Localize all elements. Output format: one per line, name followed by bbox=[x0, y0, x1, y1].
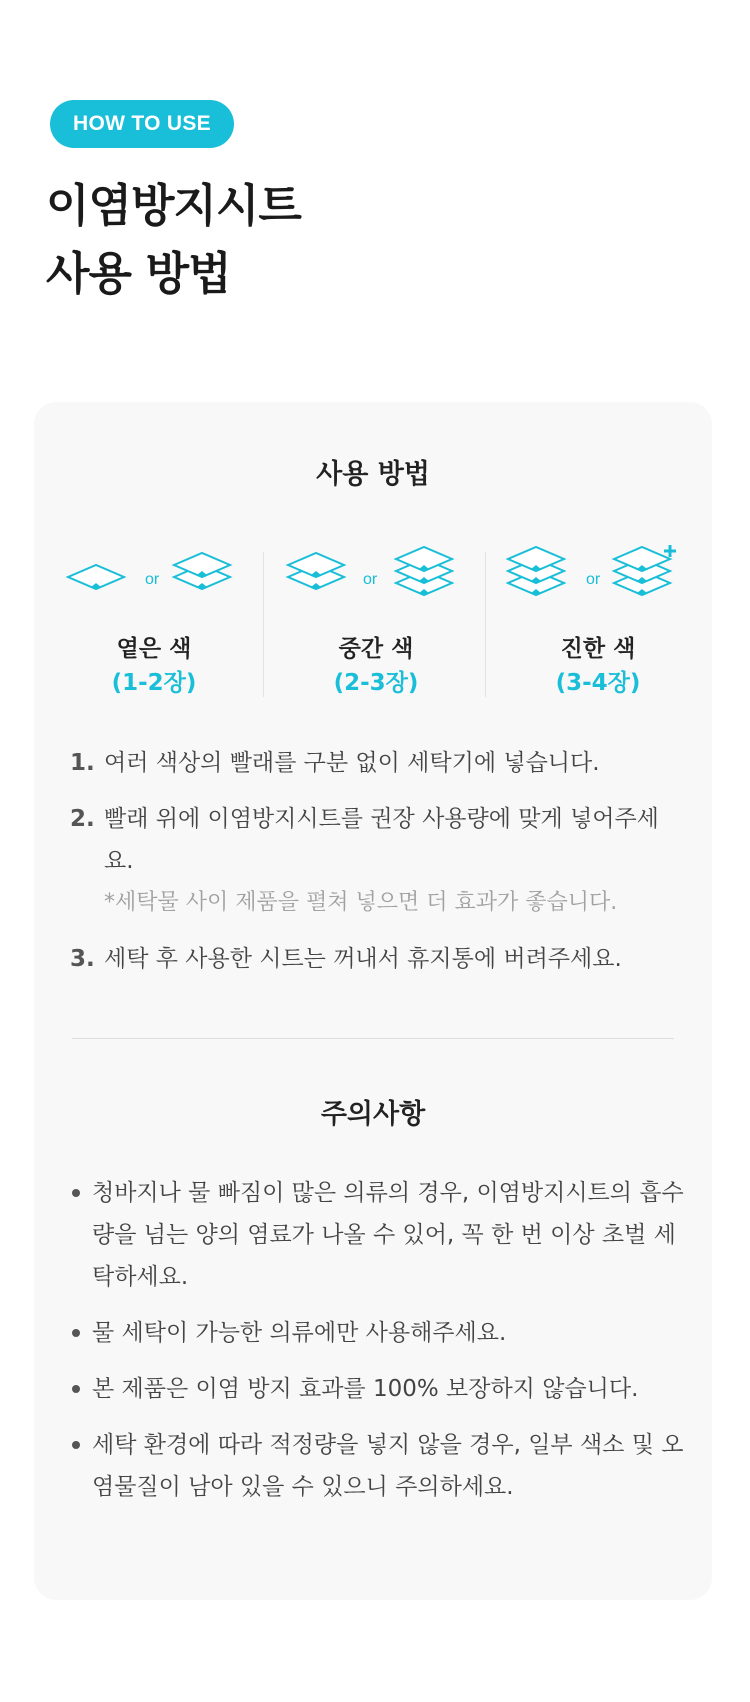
sheet-stack-2-icon bbox=[284, 547, 348, 597]
sheet-stack-2-icon bbox=[170, 547, 234, 597]
step-note: *세탁물 사이 제품을 펼쳐 넣으면 더 효과가 좋습니다. bbox=[104, 890, 618, 915]
step-text: 여러 색상의 빨래를 구분 없이 세탁기에 넣습니다. bbox=[104, 750, 600, 776]
bullet-icon bbox=[72, 1441, 80, 1449]
caution-section-title: 주의사항 bbox=[320, 1099, 426, 1130]
usage-step bbox=[70, 938, 680, 980]
usage-section-title: 사용 방법 bbox=[316, 459, 430, 490]
section-divider bbox=[72, 1038, 674, 1039]
level-dark-name: 진한 색 bbox=[560, 636, 636, 662]
sheet-stack-3-icon bbox=[392, 541, 456, 603]
caution-list bbox=[72, 1172, 692, 1522]
bullet-icon bbox=[72, 1385, 80, 1393]
bullet-icon bbox=[72, 1189, 80, 1197]
caution-text: 세탁 환경에 따라 적정량을 넣지 않을 경우, 일부 색소 및 오염물질이 남아 있을 수 있으니 주의하세요. bbox=[92, 1432, 684, 1500]
page-title bbox=[46, 172, 301, 308]
page-title-line2: 사용 방법 bbox=[46, 247, 231, 300]
bullet-icon bbox=[72, 1329, 80, 1337]
caution-item bbox=[72, 1172, 692, 1298]
usage-step bbox=[70, 742, 680, 784]
step-number: 3. bbox=[70, 946, 95, 972]
level-dark bbox=[486, 547, 710, 712]
page-title-line1: 이염방지시트 bbox=[46, 179, 301, 232]
how-to-use-badge: HOW TO USE bbox=[50, 100, 234, 148]
level-dark-icons bbox=[486, 547, 710, 612]
level-medium-name: 중간 색 bbox=[338, 636, 414, 662]
or-label: or bbox=[363, 571, 378, 588]
sheet-stack-1-icon bbox=[64, 557, 128, 597]
caution-item bbox=[72, 1368, 692, 1410]
usage-card bbox=[34, 402, 712, 1600]
or-label: or bbox=[145, 571, 160, 588]
plus-icon bbox=[662, 543, 678, 559]
level-medium-icons bbox=[264, 547, 488, 612]
caution-text: 본 제품은 이염 방지 효과를 100% 보장하지 않습니다. bbox=[92, 1376, 639, 1402]
step-text: 세탁 후 사용한 시트는 꺼내서 휴지통에 버려주세요. bbox=[104, 946, 622, 972]
usage-steps-list bbox=[70, 742, 680, 994]
sheet-stack-3-icon bbox=[504, 541, 568, 603]
caution-text: 물 세탁이 가능한 의류에만 사용해주세요. bbox=[92, 1320, 507, 1346]
usage-step bbox=[70, 798, 680, 924]
level-medium bbox=[264, 547, 488, 712]
level-light-count: (1-2장) bbox=[111, 670, 197, 696]
level-medium-count: (2-3장) bbox=[333, 670, 419, 696]
step-number: 1. bbox=[70, 750, 95, 776]
caution-item bbox=[72, 1312, 692, 1354]
step-number: 2. bbox=[70, 806, 95, 832]
level-dark-count: (3-4장) bbox=[555, 670, 641, 696]
caution-text: 청바지나 물 빠짐이 많은 의류의 경우, 이염방지시트의 흡수량을 넘는 양의 염료가 나올 수 있어, 꼭 한 번 이상 초벌 세탁하세요. bbox=[92, 1180, 684, 1290]
sheet-level-guide bbox=[34, 547, 712, 712]
step-text: 빨래 위에 이염방지시트를 권장 사용량에 맞게 넣어주세요. bbox=[104, 806, 659, 874]
level-light bbox=[42, 547, 266, 712]
caution-item bbox=[72, 1424, 692, 1508]
level-light-name: 옅은 색 bbox=[116, 636, 192, 662]
or-label: or bbox=[586, 571, 601, 588]
level-light-icons bbox=[42, 547, 266, 612]
